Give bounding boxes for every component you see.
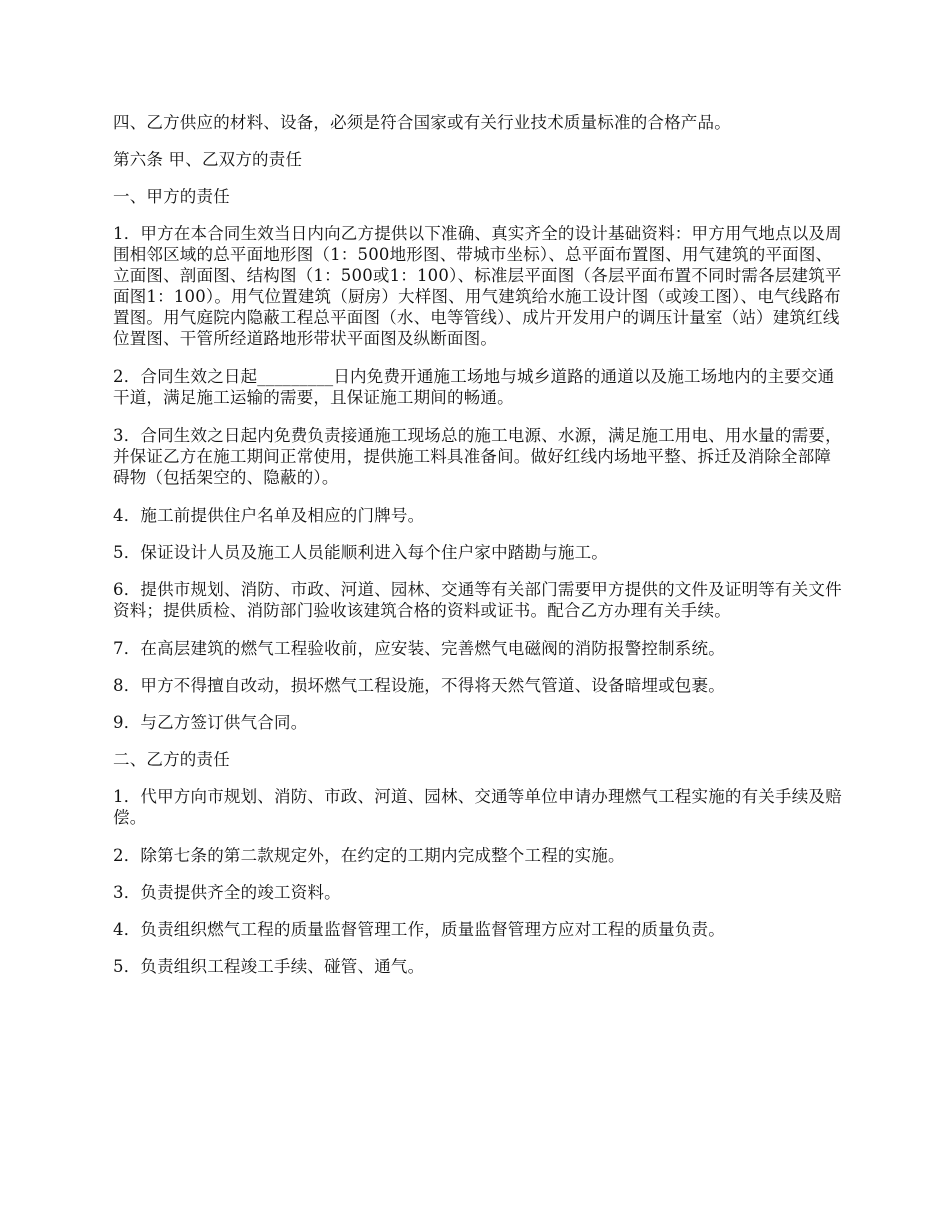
party-a-item-9: 9．与乙方签订供气合同。	[113, 713, 308, 732]
party-b-item-2: 2．除第七条的第二款规定外，在约定的工期内完成整个工程的实施。	[113, 846, 625, 865]
document-body	[113, 112, 843, 993]
paragraph-materials-standard: 四、乙方供应的材料、设备，必须是符合国家或有关行业技术质量标准的合格产品。	[113, 113, 731, 132]
party-b-item-1: 1．代甲方向市规划、消防、市政、河道、园林、交通等单位申请办理燃气工程实施的有关手续及赔偿。	[113, 787, 842, 827]
section-party-a-heading: 一、甲方的责任	[113, 187, 230, 206]
party-a-item-4: 4．施工前提供住户名单及相应的门牌号。	[113, 506, 425, 525]
party-a-item-5: 5．保证设计人员及施工人员能顺利进入每个住户家中踏勘与施工。	[113, 543, 608, 562]
section-party-b-heading: 二、乙方的责任	[113, 750, 230, 769]
party-a-item-8: 8．甲方不得擅自改动，损坏燃气工程设施，不得将天然气管道、设备暗埋或包裹。	[113, 676, 725, 695]
party-a-item-6: 6．提供市规划、消防、市政、河道、园林、交通等有关部门需要甲方提供的文件及证明等有关文件资料；提供质检、消防部门验收该建筑合格的资料或证书。配合乙方办理有关手续。	[113, 580, 842, 620]
party-a-item-7: 7．在高层建筑的燃气工程验收前，应安装、完善燃气电磁阀的消防报警控制系统。	[113, 639, 725, 658]
party-a-item-3: 3．合同生效之日起内免费负责接通施工现场总的施工电源、水源，满足施工用电、用水量的需要，并保证乙方在施工期间正常使用，提供施工料具准备间。做好红线内场地平整、拆迁及消除全部障碍物（包括架空的、隐蔽的）。	[113, 426, 842, 487]
party-a-item-1: 1．甲方在本合同生效当日内向乙方提供以下准确、真实齐全的设计基础资料：甲方用气地点以及周围相邻区域的总平面地形图（1：500地形图、带城市坐标）、总平面布置图、用气建筑的平面图、立面图、剖面图、结构图（1：500或1：100）、标准层平面图（各层平面布置不同时需各层建筑平面图1：100）。用气位置建筑（厨房）大样图、用气建筑给水施工设计图（或竣工图）、电气线路布置图。用气庭院内隐蔽工程总平面图（水、电等管线）、成片开发用户的调压计量室（站）建筑红线位置图、干管所经道路地形带状平面图及纵断面图。	[113, 224, 842, 348]
party-b-item-4: 4．负责组织燃气工程的质量监督管理工作，质量监督管理方应对工程的质量负责。	[113, 920, 725, 939]
party-a-item-2: 2．合同生效之日起_________日内免费开通施工场地与城乡道路的通道以及施工场地内的主要交通干道，满足施工运输的需要，且保证施工期间的畅通。	[113, 367, 835, 407]
party-b-item-3: 3．负责提供齐全的竣工资料。	[113, 883, 341, 902]
party-b-item-5: 5．负责组织工程竣工手续、碰管、通气。	[113, 957, 425, 976]
article-six-heading: 第六条 甲、乙双方的责任	[113, 150, 303, 169]
